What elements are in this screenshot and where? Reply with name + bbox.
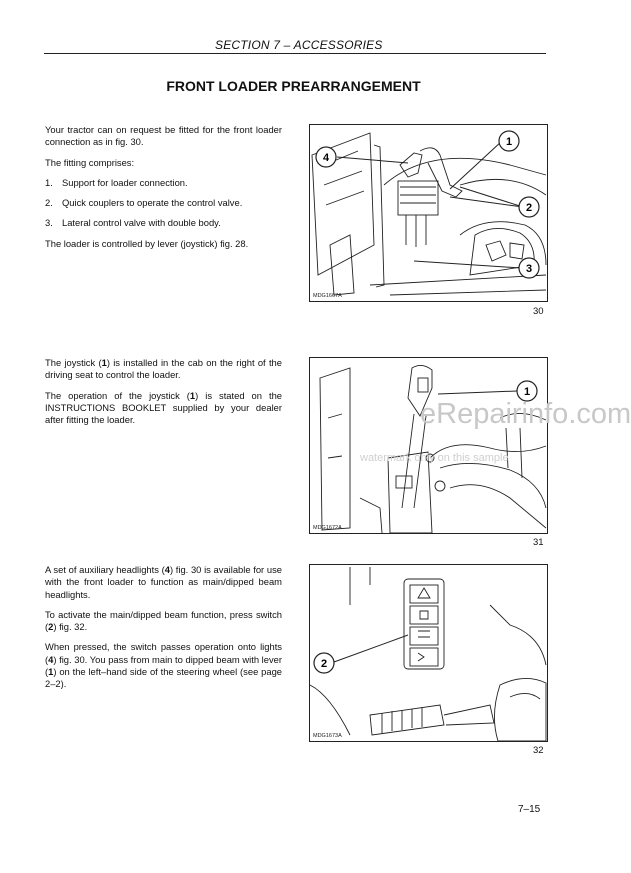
callout-label: 1 <box>523 386 531 398</box>
watermark-text: eRepairinfo.com <box>420 398 631 430</box>
figure-30-illustration <box>310 125 547 301</box>
fitting-paragraph: The fitting comprises: <box>45 156 135 168</box>
control-paragraph: The loader is controlled by lever (joystick) fig. 28. <box>45 237 249 249</box>
figure-32-illustration <box>310 565 547 741</box>
activate-paragraph: To activate the main/dipped beam function, press switch (2) fig. 32. <box>45 608 282 633</box>
page-title: FRONT LOADER PREARRANGEMENT <box>166 78 421 94</box>
list-text: Support for loader connection. <box>62 176 188 188</box>
callout-label: 3 <box>525 263 533 275</box>
list-number: 2. <box>45 197 53 209</box>
callout-label: 1 <box>505 136 513 148</box>
figure-30 <box>309 124 548 302</box>
callout-label: 2 <box>320 658 328 670</box>
figure-code: MDG1667A <box>313 293 342 299</box>
list-item <box>45 217 282 229</box>
figure-number: 31 <box>533 537 544 548</box>
watermark-subtext: watermark only on this sample <box>360 452 509 464</box>
page-number: 7–15 <box>518 804 541 815</box>
figure-32 <box>309 564 548 742</box>
figure-number: 32 <box>533 745 544 756</box>
callout-label: 4 <box>322 152 330 164</box>
text-block-loader-prearrangement <box>45 124 282 258</box>
joystick-paragraph: The joystick (1) is installed in the cab on the right of the driving seat to control the loader. <box>45 357 282 381</box>
list-text: Lateral control valve with double body. <box>62 217 221 229</box>
list-text: Quick couplers to operate the control valve. <box>62 197 243 209</box>
joystick-operation-paragraph: The operation of the joystick (1) is stated on the INSTRUCTIONS BOOKLET supplied by your dealer after fitting the loader. <box>45 389 282 426</box>
list-number: 3. <box>45 217 53 229</box>
list-item <box>45 197 282 209</box>
figure-31-illustration <box>310 358 547 533</box>
figure-number: 30 <box>533 306 544 317</box>
intro-paragraph: Your tractor can on request be fitted for the front loader connection as in fig. 30. <box>45 124 282 148</box>
text-block-joystick <box>45 357 282 434</box>
text-block-headlights <box>45 564 282 699</box>
headlight-switch-icon <box>410 627 438 645</box>
headlights-paragraph: A set of auxiliary headlights (4) fig. 30 is available for use with the front loader to function as main/dipped beam headlights. <box>45 564 282 600</box>
section-header: SECTION 7 – ACCESSORIES <box>215 38 383 52</box>
figure-31 <box>309 357 548 534</box>
list-number: 1. <box>45 176 53 188</box>
worklight-switch-icon <box>410 606 438 624</box>
switch-paragraph: When pressed, the switch passes operation onto lights (4) fig. 30. You pass from main to dipped beam with lever (1) on the left–hand side of the steering wheel (see page 2–2). <box>45 641 282 690</box>
list-item <box>45 177 282 189</box>
callout-label: 2 <box>525 202 533 214</box>
header-divider <box>44 53 546 54</box>
figure-code: MDG1672A <box>313 525 342 531</box>
figure-code: MDG1673A <box>313 733 342 739</box>
